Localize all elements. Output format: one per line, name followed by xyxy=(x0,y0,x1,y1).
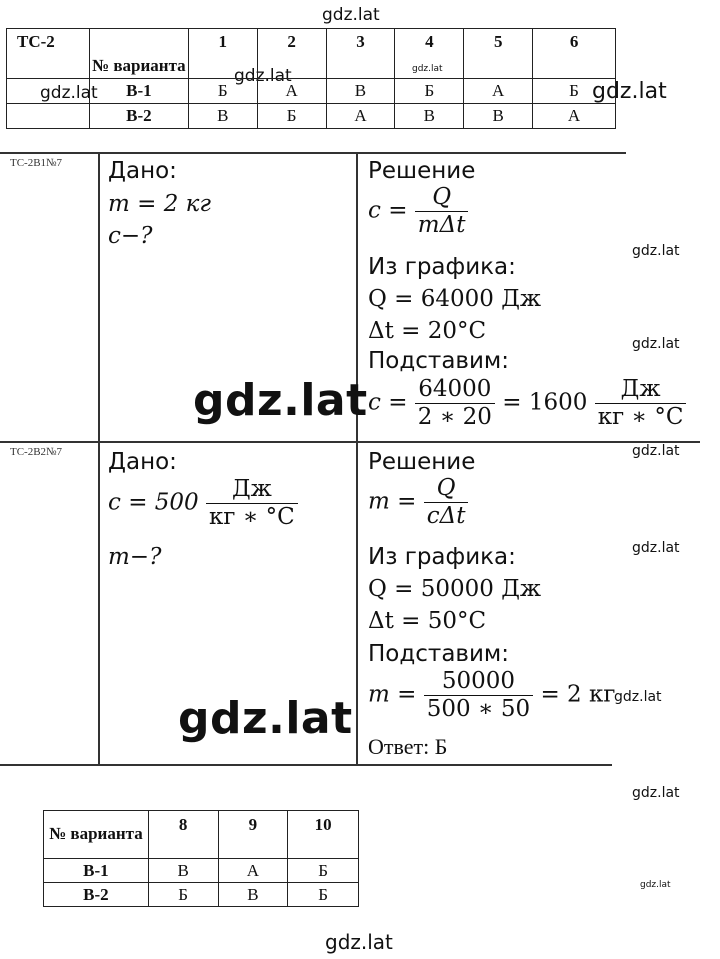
fraction-numerator: Дж xyxy=(595,378,687,404)
col-header: 2 xyxy=(257,29,326,79)
problem-tag: ТС-2В2№7 xyxy=(10,446,63,458)
table-row xyxy=(7,79,616,104)
answer-cell: А xyxy=(533,104,616,129)
col-header: 3 xyxy=(326,29,395,79)
calc-lhs: c = xyxy=(368,389,408,416)
q-value: Q = 64000 Дж xyxy=(368,286,542,312)
calculation xyxy=(368,378,686,429)
answer-cell: Б xyxy=(395,79,464,104)
t-value: Δt = 50°C xyxy=(368,608,487,634)
t-value: Δt = 20°C xyxy=(368,318,487,344)
watermark-r2: gdz.lat xyxy=(632,336,680,352)
fraction-numerator: Q xyxy=(424,477,469,503)
calc-result: = 1600 xyxy=(502,389,588,416)
given-unit-fraction xyxy=(206,478,298,529)
calc-fraction xyxy=(415,378,495,429)
solution-title: Решение xyxy=(368,158,476,184)
fraction-numerator: 50000 xyxy=(424,670,533,696)
variant-header: № варианта xyxy=(89,29,188,79)
calc-lhs: m = xyxy=(368,681,417,708)
col-header: 9 xyxy=(218,811,288,859)
col-header: 1 xyxy=(188,29,257,79)
watermark-table-small: gdz.lat xyxy=(412,64,443,74)
calc-result: = 2 кг xyxy=(540,681,616,708)
watermark-bottom: gdz.lat xyxy=(325,930,393,954)
given-c-lhs: c = 500 xyxy=(108,489,199,516)
answer-cell: А xyxy=(464,79,533,104)
row-label: В-2 xyxy=(44,883,149,907)
bottom-answer-table xyxy=(43,810,359,907)
fraction-denominator: 2 ∗ 20 xyxy=(417,404,492,430)
fraction-numerator: Q xyxy=(415,186,469,212)
table-row xyxy=(7,104,616,129)
answer-cell: Б xyxy=(288,859,359,883)
frame-mid-line xyxy=(0,441,700,443)
watermark-top: gdz.lat xyxy=(322,5,380,25)
watermark-r4: gdz.lat xyxy=(632,540,680,556)
answer-cell: В xyxy=(218,883,288,907)
watermark-r3: gdz.lat xyxy=(632,443,680,459)
watermark-r5: gdz.lat xyxy=(614,689,662,705)
answer-cell: А xyxy=(218,859,288,883)
col-header: 8 xyxy=(148,811,218,859)
col-header: 10 xyxy=(288,811,359,859)
fraction-denominator: кг ∗ °C xyxy=(597,404,684,430)
from-graph: Из графика: xyxy=(368,254,516,280)
given-line: m−? xyxy=(108,544,162,570)
from-graph: Из графика: xyxy=(368,544,516,570)
table-row xyxy=(44,883,359,907)
answer-cell: В xyxy=(148,859,218,883)
given-title: Дано: xyxy=(108,158,177,184)
col-header: 4 xyxy=(395,29,464,79)
calculation xyxy=(368,670,615,721)
fraction-denominator: 500 ∗ 50 xyxy=(426,696,531,722)
fraction-numerator: Дж xyxy=(206,478,298,504)
answer-cell: В xyxy=(464,104,533,129)
row-label: В-2 xyxy=(89,104,188,129)
solution-title: Решение xyxy=(368,449,476,475)
q-value: Q = 50000 Дж xyxy=(368,576,542,602)
formula-fraction xyxy=(415,186,469,237)
fraction-numerator: 64000 xyxy=(415,378,495,404)
top-answer-table xyxy=(6,28,616,129)
watermark-r7: gdz.lat xyxy=(640,880,671,890)
calc-fraction xyxy=(424,670,533,721)
watermark-right: gdz.lat xyxy=(592,79,667,104)
substitute: Подставим: xyxy=(368,641,510,667)
watermark-left: gdz.lat xyxy=(40,83,98,103)
watermark-r6: gdz.lat xyxy=(632,785,680,801)
answer-cell: Б xyxy=(533,79,616,104)
frame-bottom-line xyxy=(0,764,612,766)
row-label: В-1 xyxy=(44,859,149,883)
table-corner: ТС-2 xyxy=(7,29,90,79)
answer-cell: А xyxy=(326,104,395,129)
variant-header: № варианта xyxy=(44,811,149,859)
given-line: c−? xyxy=(108,223,153,249)
frame-top-line xyxy=(0,152,626,154)
answer-cell: Б xyxy=(188,79,257,104)
substitute: Подставим: xyxy=(368,348,510,374)
answer-cell: В xyxy=(395,104,464,129)
table-row xyxy=(44,859,359,883)
watermark-large-2: gdz.lat xyxy=(178,693,353,744)
col-header: 5 xyxy=(464,29,533,79)
formula-lhs: c = xyxy=(368,197,408,224)
answer-cell: Б xyxy=(288,883,359,907)
watermark-r1: gdz.lat xyxy=(632,243,680,259)
answer-cell: В xyxy=(188,104,257,129)
answer-cell: В xyxy=(326,79,395,104)
unit-fraction xyxy=(595,378,687,429)
fraction-denominator: кг ∗ °C xyxy=(209,504,295,530)
frame-col-2 xyxy=(356,152,358,764)
watermark-large-1: gdz.lat xyxy=(193,375,368,426)
answer-cell: Б xyxy=(148,883,218,907)
answer-cell: А xyxy=(257,79,326,104)
fraction-denominator: mΔt xyxy=(417,212,466,238)
given-title: Дано: xyxy=(108,449,177,475)
formula-fraction xyxy=(424,477,469,528)
problem-tag: ТС-2В1№7 xyxy=(10,157,63,169)
row-label: В-1 xyxy=(89,79,188,104)
formula-lhs: m = xyxy=(368,488,417,515)
answer-cell: Б xyxy=(257,104,326,129)
given-line: m = 2 кг xyxy=(108,191,212,217)
col-header: 6 xyxy=(533,29,616,79)
given-line xyxy=(108,478,298,529)
frame-col-1 xyxy=(98,152,100,764)
formula xyxy=(368,477,468,528)
watermark-table-mid: gdz.lat xyxy=(234,66,292,86)
fraction-denominator: cΔt xyxy=(426,503,466,529)
formula xyxy=(368,186,468,237)
answer: Ответ: Б xyxy=(368,734,448,759)
